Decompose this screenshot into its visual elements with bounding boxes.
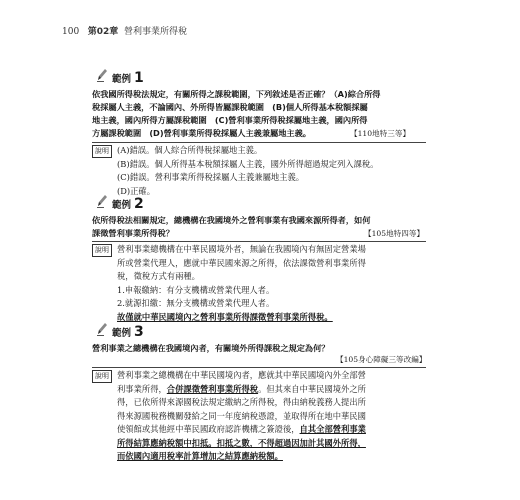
answer-emphasis: 而依國內適用稅率計算增加之結算應納稅額。	[117, 451, 283, 461]
example-label: 範例	[112, 200, 132, 211]
answer-line: 1.申報繳納：有分支機構或營業代理人者。	[117, 284, 275, 295]
divider	[92, 241, 426, 242]
answer-line: 2.就源扣繳：無分支機構或營業代理人者。	[117, 298, 275, 308]
answer-line: 稅，徵稅方式有兩種。	[117, 271, 200, 281]
answer-line: 所或營業代理人，應就中華民國來源之所得，依法課徵營利事業所得	[117, 257, 366, 268]
answer-conclusion: 故僅就中華民國境內之營利事業所得課徵營利事業所得稅。	[117, 311, 333, 322]
example-label: 範例	[112, 74, 132, 85]
answer-badge: 說明	[92, 370, 112, 383]
divider	[92, 142, 426, 143]
answer-line: 得，已依所得來源國稅法規定繳納之所得稅，得由納稅義務人提出所	[117, 397, 366, 407]
example-2-answer	[117, 243, 429, 324]
answer-line: 使領館或其他經中華民國政府認許機構之簽證後，自其全部營利事業	[117, 424, 366, 434]
example-number: 2	[134, 196, 144, 212]
example-number: 1	[134, 70, 144, 86]
example-label: 範例	[112, 328, 132, 339]
question-source: 【105地特四等】	[364, 229, 425, 238]
example-number: 3	[134, 324, 144, 340]
example-1-answer	[117, 144, 429, 198]
page-header	[62, 24, 187, 37]
answer-line: (D)正確。	[117, 185, 156, 196]
example-3-title	[96, 322, 144, 340]
chapter-title: 營利事業所得稅	[124, 27, 188, 37]
example-2-title	[96, 194, 144, 212]
divider	[92, 367, 426, 368]
answer-line: 利事業所得，合併課徵營利事業所得稅。但其來自中華民國境外之所	[117, 383, 366, 394]
answer-badge: 說明	[92, 145, 112, 158]
question-line: 稅採屬人主義，不論國內、外所得皆屬課稅範圍 (B)個人所得基本稅額採屬	[92, 102, 368, 112]
pen-icon	[96, 322, 108, 336]
answer-emphasis: 自其全部營利事業	[299, 424, 366, 434]
answer-line: (C)錯誤。營利事業所得稅採屬人主義兼屬地主義。	[117, 172, 305, 182]
question-source: 【110地特三等】	[350, 129, 411, 138]
answer-emphasis: 合併課徵營利事業所得稅	[166, 383, 259, 394]
pen-icon	[96, 194, 108, 208]
page-number: 100	[62, 27, 80, 37]
answer-line: (B)錯誤。個人所得基本稅額採屬人主義，國外所得超過規定列入課稅。	[117, 158, 379, 169]
question-line: 依我國所得稅法規定，有關所得之課稅範圍，下列敘述是否正確？（A)綜合所得	[92, 89, 381, 99]
answer-line: 營利事業總機構在中華民國境外者，無論在我國境內有無固定營業場	[117, 244, 366, 254]
question-line: 地主義，國內所得方屬課稅範圍 (C)營利事業所得稅採屬地主義，國內所得	[92, 115, 368, 125]
answer-emphasis: 所得結算應納稅額中扣抵。扣抵之數，不得超過因加計其國外所得，	[117, 437, 366, 448]
answer-line: (A)錯誤。個人綜合所得稅採屬地主義。	[117, 145, 263, 155]
question-line: 營利事業之總機構在我國境內者，有關境外所得課稅之規定為何？	[92, 343, 330, 353]
example-3-answer	[117, 369, 429, 464]
question-line: 課徵營利事業所得稅？	[92, 228, 174, 238]
question-line: 依所得稅法相關規定，總機構在我國境外之營利事業有我國來源所得者，如何	[92, 215, 371, 225]
example-1-title	[96, 68, 144, 86]
pen-icon	[96, 68, 108, 82]
chapter-number: 第02章	[87, 27, 119, 37]
answer-badge: 說明	[92, 244, 112, 257]
answer-line: 營利事業之總機構在中華民國境內者，應就其中華民國境內外全部營	[117, 370, 366, 380]
question-source: 【105身心障礙三等改編】	[336, 355, 427, 364]
question-line: 方屬課稅範圍 (D)營利事業所得稅採屬人主義兼屬地主義。	[92, 128, 311, 138]
answer-line: 得來源國稅務機關發給之同一年度納稅憑證，並取得所在地中華民國	[117, 410, 366, 421]
